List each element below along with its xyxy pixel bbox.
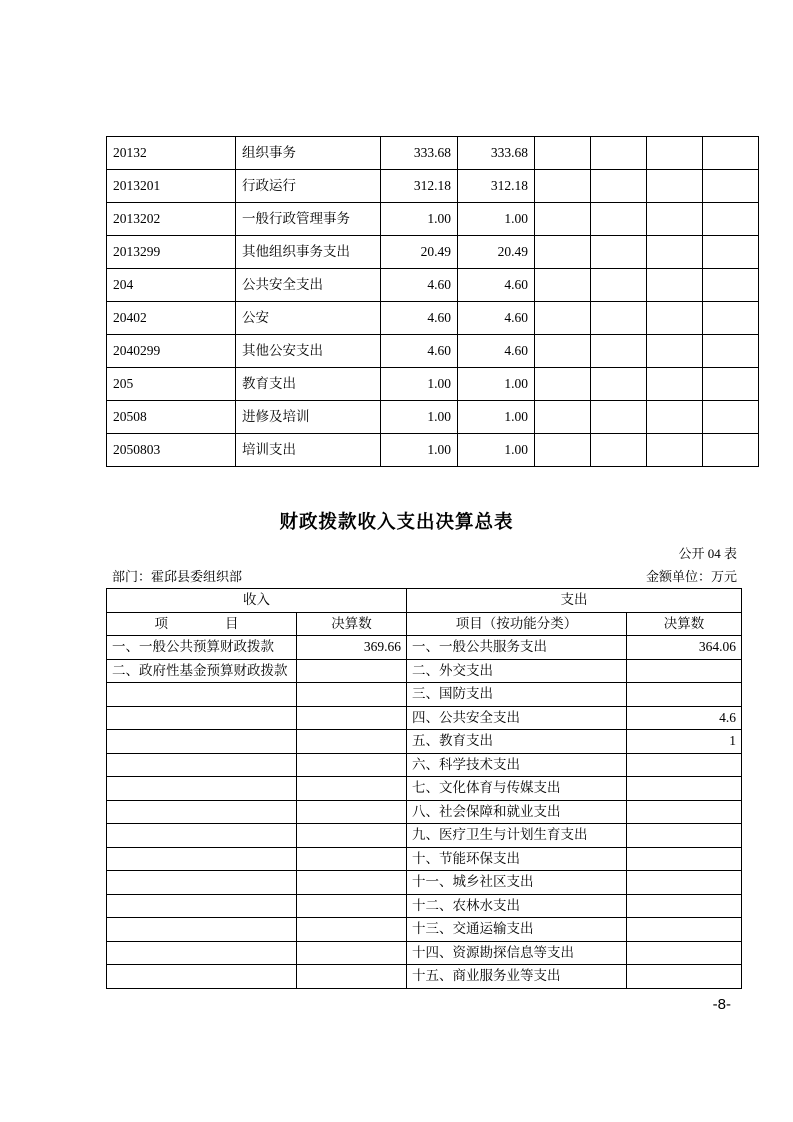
table-body — [107, 589, 742, 989]
table-row — [107, 871, 742, 895]
expense-item-value — [627, 871, 742, 895]
expense-item-label: 十、节能环保支出 — [407, 847, 627, 871]
expense-item-value — [627, 800, 742, 824]
table-row — [107, 683, 742, 707]
income-item-value — [297, 683, 407, 707]
cell-blank — [703, 302, 759, 335]
cell-value-2: 333.68 — [458, 137, 535, 170]
expense-item-label: 三、国防支出 — [407, 683, 627, 707]
cell-blank — [535, 170, 591, 203]
table-row — [107, 302, 759, 335]
summary-grid — [106, 588, 742, 989]
cell-blank — [535, 137, 591, 170]
income-item-label — [107, 941, 297, 965]
expense-item-value — [627, 894, 742, 918]
cell-blank — [647, 203, 703, 236]
income-item-label: 一、一般公共预算财政拨款 — [107, 636, 297, 660]
income-item-label — [107, 847, 297, 871]
cell-value-1: 1.00 — [381, 401, 458, 434]
column-header-income-item: 项 目 — [107, 612, 297, 636]
expense-item-value — [627, 824, 742, 848]
table-row — [107, 777, 742, 801]
sub-header-row — [107, 612, 742, 636]
cell-blank — [703, 236, 759, 269]
cell-blank — [703, 368, 759, 401]
cell-code: 2040299 — [107, 335, 236, 368]
form-number: 公开 04 表 — [678, 546, 737, 561]
group-header-expense: 支出 — [407, 589, 742, 613]
cell-blank — [703, 434, 759, 467]
cell-blank — [591, 302, 647, 335]
income-item-value — [297, 753, 407, 777]
cell-blank — [647, 368, 703, 401]
table-row — [107, 636, 742, 660]
income-item-label — [107, 824, 297, 848]
cell-code: 2013201 — [107, 170, 236, 203]
cell-value-1: 20.49 — [381, 236, 458, 269]
cell-blank — [703, 203, 759, 236]
cell-name: 公共安全支出 — [236, 269, 381, 302]
expense-item-value — [627, 753, 742, 777]
cell-blank — [703, 269, 759, 302]
income-item-value — [297, 777, 407, 801]
group-header-income: 收入 — [107, 589, 407, 613]
table-row — [107, 941, 742, 965]
cell-code: 205 — [107, 368, 236, 401]
table-row — [107, 236, 759, 269]
table-row — [107, 730, 742, 754]
cell-blank — [647, 401, 703, 434]
column-header-expense-value: 决算数 — [627, 612, 742, 636]
cell-name: 组织事务 — [236, 137, 381, 170]
income-item-value — [297, 800, 407, 824]
income-item-label — [107, 777, 297, 801]
cell-blank — [591, 137, 647, 170]
cell-blank — [647, 335, 703, 368]
expense-item-value — [627, 965, 742, 989]
cell-blank — [591, 368, 647, 401]
table-row — [107, 269, 759, 302]
cell-value-2: 1.00 — [458, 434, 535, 467]
cell-blank — [535, 203, 591, 236]
cell-name: 培训支出 — [236, 434, 381, 467]
table-row — [107, 170, 759, 203]
cell-blank — [647, 236, 703, 269]
income-item-value — [297, 706, 407, 730]
expenditure-detail-grid — [106, 136, 759, 467]
cell-blank — [703, 170, 759, 203]
cell-code: 20508 — [107, 401, 236, 434]
cell-blank — [591, 434, 647, 467]
table-row — [107, 706, 742, 730]
cell-blank — [535, 335, 591, 368]
cell-value-1: 1.00 — [381, 368, 458, 401]
table-row — [107, 137, 759, 170]
income-item-label — [107, 871, 297, 895]
cell-name: 进修及培训 — [236, 401, 381, 434]
table-row — [107, 965, 742, 989]
cell-value-2: 4.60 — [458, 302, 535, 335]
cell-blank — [535, 368, 591, 401]
cell-code: 2050803 — [107, 434, 236, 467]
income-item-label — [107, 965, 297, 989]
page-title: 财政拨款收入支出决算总表 — [279, 511, 514, 532]
expense-item-label: 七、文化体育与传媒支出 — [407, 777, 627, 801]
cell-value-2: 4.60 — [458, 335, 535, 368]
cell-value-1: 4.60 — [381, 269, 458, 302]
table-body — [107, 137, 759, 467]
cell-blank — [535, 236, 591, 269]
income-item-value — [297, 659, 407, 683]
cell-name: 行政运行 — [236, 170, 381, 203]
cell-blank — [535, 302, 591, 335]
expense-item-label: 八、社会保障和就业支出 — [407, 800, 627, 824]
expense-item-label: 十四、资源勘探信息等支出 — [407, 941, 627, 965]
expense-item-label: 十三、交通运输支出 — [407, 918, 627, 942]
cell-code: 204 — [107, 269, 236, 302]
table-row — [107, 434, 759, 467]
column-header-income-value: 决算数 — [297, 612, 407, 636]
cell-blank — [703, 401, 759, 434]
income-item-value — [297, 730, 407, 754]
cell-code: 2013202 — [107, 203, 236, 236]
table-row — [107, 800, 742, 824]
expense-item-label: 九、医疗卫生与计划生育支出 — [407, 824, 627, 848]
cell-blank — [647, 302, 703, 335]
expense-item-value — [627, 659, 742, 683]
cell-blank — [647, 269, 703, 302]
cell-blank — [647, 137, 703, 170]
fiscal-appropriation-summary-table — [106, 588, 741, 989]
income-item-label — [107, 753, 297, 777]
cell-value-2: 1.00 — [458, 401, 535, 434]
cell-value-2: 1.00 — [458, 203, 535, 236]
cell-blank — [703, 335, 759, 368]
cell-value-2: 20.49 — [458, 236, 535, 269]
cell-value-1: 312.18 — [381, 170, 458, 203]
income-item-label — [107, 894, 297, 918]
cell-blank — [591, 203, 647, 236]
cell-blank — [703, 137, 759, 170]
expense-item-value — [627, 847, 742, 871]
cell-value-1: 4.60 — [381, 335, 458, 368]
cell-blank — [591, 170, 647, 203]
cell-code: 2013299 — [107, 236, 236, 269]
income-item-label: 二、政府性基金预算财政拨款 — [107, 659, 297, 683]
table-row — [107, 659, 742, 683]
cell-blank — [591, 269, 647, 302]
income-item-label — [107, 730, 297, 754]
income-item-value — [297, 918, 407, 942]
cell-blank — [591, 335, 647, 368]
cell-blank — [591, 401, 647, 434]
column-header-expense-item: 项目（按功能分类） — [407, 612, 627, 636]
income-item-value — [297, 965, 407, 989]
expense-item-label: 六、科学技术支出 — [407, 753, 627, 777]
expense-item-value — [627, 918, 742, 942]
income-item-value — [297, 871, 407, 895]
cell-blank — [591, 236, 647, 269]
income-item-value — [297, 894, 407, 918]
income-item-value — [297, 824, 407, 848]
table-row — [107, 918, 742, 942]
table-row — [107, 824, 742, 848]
table-row — [107, 847, 742, 871]
cell-blank — [647, 170, 703, 203]
cell-blank — [535, 269, 591, 302]
table-row — [107, 203, 759, 236]
cell-value-1: 1.00 — [381, 434, 458, 467]
cell-value-1: 4.60 — [381, 302, 458, 335]
income-item-label — [107, 683, 297, 707]
expense-item-value — [627, 777, 742, 801]
cell-code: 20132 — [107, 137, 236, 170]
table-row — [107, 401, 759, 434]
page-number: -8- — [712, 996, 731, 1013]
expense-item-value: 364.06 — [627, 636, 742, 660]
table-row — [107, 753, 742, 777]
group-header-row — [107, 589, 742, 613]
income-item-value: 369.66 — [297, 636, 407, 660]
expense-item-label: 二、外交支出 — [407, 659, 627, 683]
expense-item-value: 1 — [627, 730, 742, 754]
expense-item-label: 十二、农林水支出 — [407, 894, 627, 918]
table-row — [107, 368, 759, 401]
income-item-label — [107, 800, 297, 824]
table-row — [107, 894, 742, 918]
cell-name: 一般行政管理事务 — [236, 203, 381, 236]
cell-code: 20402 — [107, 302, 236, 335]
cell-blank — [535, 434, 591, 467]
income-item-label — [107, 706, 297, 730]
cell-blank — [535, 401, 591, 434]
expense-item-value: 4.6 — [627, 706, 742, 730]
expense-item-value — [627, 941, 742, 965]
income-item-value — [297, 847, 407, 871]
expense-item-label: 十五、商业服务业等支出 — [407, 965, 627, 989]
cell-value-1: 1.00 — [381, 203, 458, 236]
cell-blank — [647, 434, 703, 467]
cell-name: 公安 — [236, 302, 381, 335]
income-item-value — [297, 941, 407, 965]
cell-name: 其他组织事务支出 — [236, 236, 381, 269]
cell-value-2: 312.18 — [458, 170, 535, 203]
department-label: 部门：霍邱县委组织部 — [112, 569, 243, 584]
cell-value-1: 333.68 — [381, 137, 458, 170]
expense-item-label: 一、一般公共服务支出 — [407, 636, 627, 660]
income-item-label — [107, 918, 297, 942]
expenditure-detail-table-continued — [106, 136, 735, 467]
cell-name: 其他公安支出 — [236, 335, 381, 368]
expense-item-label: 五、教育支出 — [407, 730, 627, 754]
expense-item-label: 四、公共安全支出 — [407, 706, 627, 730]
cell-value-2: 1.00 — [458, 368, 535, 401]
table-row — [107, 335, 759, 368]
amount-unit: 金额单位：万元 — [645, 569, 737, 584]
expense-item-label: 十一、城乡社区支出 — [407, 871, 627, 895]
cell-value-2: 4.60 — [458, 269, 535, 302]
cell-name: 教育支出 — [236, 368, 381, 401]
expense-item-value — [627, 683, 742, 707]
